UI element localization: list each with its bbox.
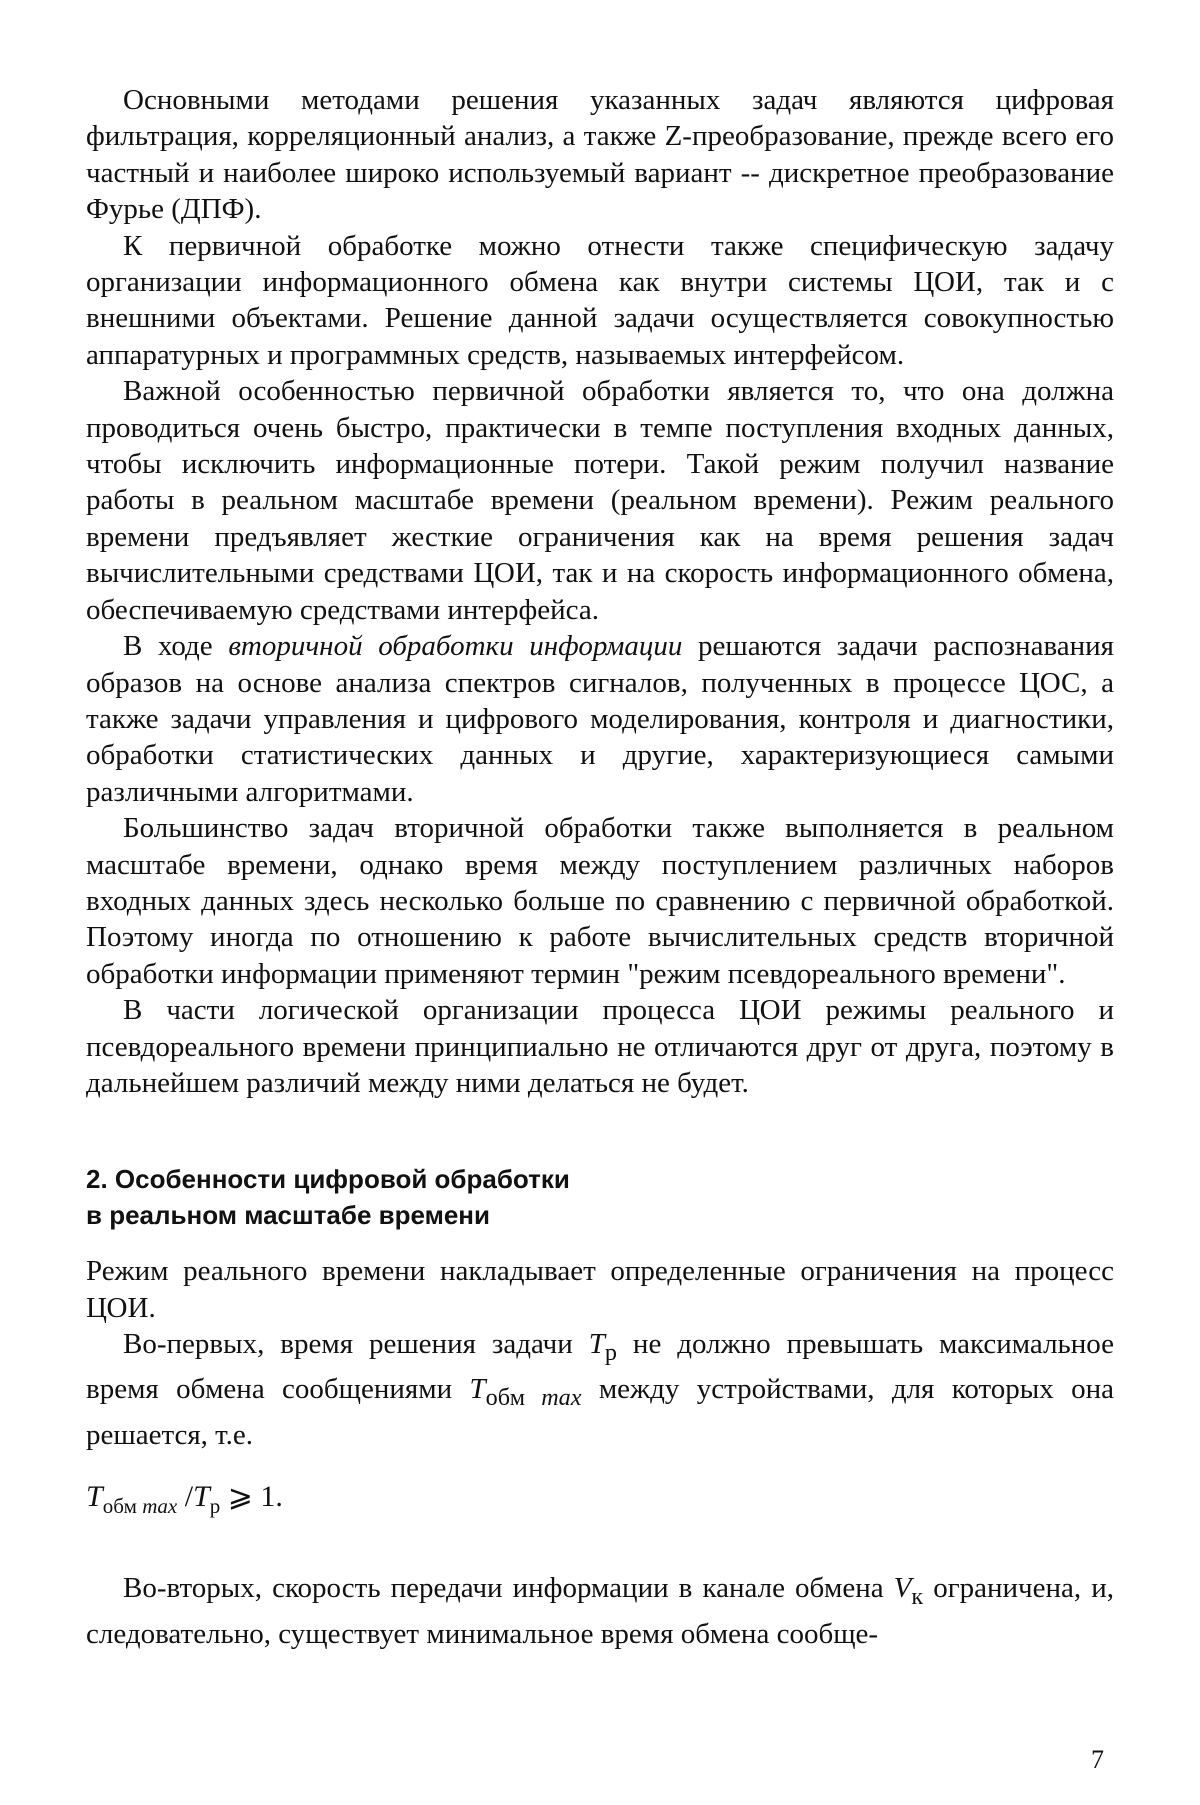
symbol-T: T [588,1328,605,1361]
paragraph-9-text-2: ограничена, и, следовательно, существует минимальное время обмена сообще- [86,1572,1114,1650]
formula-relation: ⩾ 1. [220,1480,283,1513]
subscript-obm: обм [485,1384,526,1412]
paragraph-8-text-1: Во-первых, время решения задачи [123,1328,589,1361]
paragraph-4-prefix: В ходе [123,630,229,663]
formula-T-obm: T [86,1480,103,1513]
paragraph-8-text-3: между устройствами, для которых она решается, т.е. [86,1373,1115,1451]
formula-slash: / [177,1480,194,1513]
paragraph-7: Режим реального времени накладывает определенные ограничения на процесс ЦОИ. [86,1255,1114,1324]
paragraph-5: Большинство задач вторичной обработки также выполняется в реальном масштабе времени, однако время между поступлением различных наборов входных данных здесь несколько больше по сравнению с первичной обработкой. Поэтому иногда по отношению к работе вычислительных средств вторичной обработки информации применяют термин "режим псевдореального времени". [86,812,1114,990]
formula-sub-max: max [142,1494,178,1518]
subscript-p: р [604,1338,617,1366]
paragraph-8-text-2: не должно превышать максимальное время обмена сообщениями [86,1328,1115,1406]
section-heading-line-2: в реальном масштабе времени [86,1200,490,1231]
formula-sub-p: р [209,1494,221,1518]
paragraph-9 [86,1570,1114,1652]
paragraph-2: К первичной обработке можно отнести также специфическую задачу организации информационного обмена как внутри системы ЦОИ, так и с внешними объектами. Решение данной задачи осуществляется совокупностью аппаратурных и программных средств, называемых интерфейсом. [86,229,1114,371]
formula-inequality [86,1479,1114,1524]
symbol-V: V [893,1572,912,1605]
formula-T-p: T [193,1480,210,1513]
section-heading-line-1: 2. Особенности цифровой обработки [86,1164,570,1195]
subscript-k: к [911,1583,924,1611]
formula-sub-obm: обм [102,1494,137,1518]
term-secondary-processing: вторичной обработки информации [228,630,683,663]
paragraph-3: Важной особенностью первичной обработки является то, что она должна проводиться очень быстро, практически в темпе поступления входных данных, чтобы исключить информационные потери. Такой режим получил название работы в реальном масштабе времени (реальном времени). Режим реального времени предъявляет жесткие ограничения как на время решения задач вычислительными средствами ЦОИ, так и на скорость информационного обмена, обеспечиваемую средствами интерфейса. [86,375,1114,626]
page-number: 7 [1091,1745,1104,1774]
formula-subscript-obm-max [103,1494,178,1518]
subscript-max: max [541,1384,582,1412]
paragraph-6: В части логической организации процесса ЦОИ режимы реального и псевдореального времени принципиально не отличаются друг от друга, поэтому в дальнейшем различий между ними делаться не будет. [86,994,1114,1099]
paragraph-4-suffix: решаются задачи распознавания образов на основе анализа спектров сигналов, полученных в процессе ЦОС, а также задачи управления и цифрового моделирования, контроля и диагностики, обработки статистических данных и другие, характеризующиеся самыми различными алгоритмами. [86,630,1114,808]
section-heading [86,1161,1114,1233]
paragraph-4 [86,628,1114,810]
paragraph-8 [86,1326,1114,1453]
subscript-obm-max [486,1384,582,1411]
paragraph-1: Основными методами решения указанных задач являются цифровая фильтрация, корреляционный анализ, а также Z-преобразование, прежде всего его частный и наиболее широко используемый вариант -- дискретное преобразование Фурье (ДПФ). [86,84,1114,226]
page-body [86,82,1114,1652]
paragraph-9-text-1: Во-вторых, скорость передачи информации в канале обмена [123,1572,894,1605]
symbol-T-obm: T [469,1373,486,1406]
